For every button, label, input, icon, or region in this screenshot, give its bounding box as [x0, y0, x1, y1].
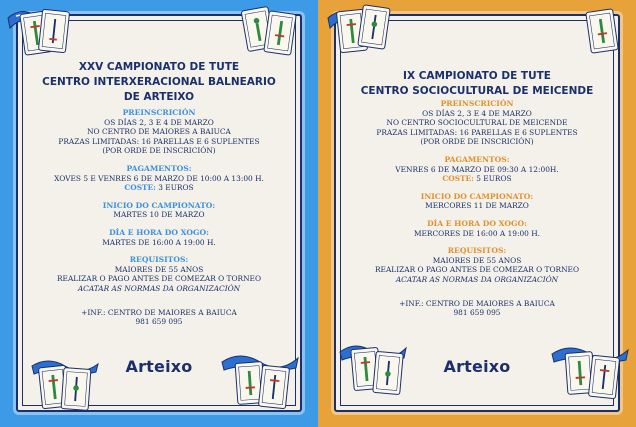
section-text: OS DÍAS 2, 3 E 4 DE MARZO: [104, 117, 214, 127]
section-text: MERCORES DE 16:00 A 19:00 H.: [413, 228, 541, 238]
info-text: +INF.: CENTRO DE MAIORES A BAIUCA: [399, 298, 555, 308]
poster-title: [18, 60, 300, 105]
section-heading: PAGAMENTOS:: [444, 154, 510, 164]
section-text: NO CENTRO SOCIOCULTURAL DE MEICENDE: [386, 118, 568, 128]
playing-card-icon: [258, 365, 290, 410]
title-line: XXV CAMPIONATO DE TUTE: [78, 61, 240, 73]
section-text: PRAZAS LIMITADAS: 16 PARELLAS E 6 SUPLENTES: [376, 127, 578, 137]
playing-card-icon: [585, 8, 619, 53]
section-text: MARTES DE 16:00 A 19:00 H.: [102, 237, 216, 247]
section-text: ACATAR AS NORMAS DA ORGANIZACIÓN: [395, 274, 559, 284]
playing-card-icon: [263, 10, 297, 55]
section-text: MARTES 10 DE MARZO: [113, 210, 205, 220]
section-pagamentos: [26, 164, 292, 193]
section-text: (POR ORDE DE INSCRICIÓN): [420, 137, 534, 147]
section-inscripcion: [344, 99, 610, 147]
section-hora: [26, 228, 292, 247]
title-line: DE ARTEIXO: [123, 91, 195, 103]
section-text: MERCORES 11 DE MARZO: [425, 201, 529, 211]
title-line: CENTRO SOCIOCULTURAL DE MEICENDE: [360, 85, 594, 97]
poster-content: [344, 99, 610, 326]
section-info: [344, 299, 610, 318]
logo-text: Arteixo: [443, 357, 511, 376]
section-heading: PREINSCRICIÓN: [122, 108, 196, 117]
poster-right: [318, 0, 636, 427]
section-info: [26, 308, 292, 327]
poster-title: [336, 69, 618, 99]
title-line: IX CAMPIONATO DE TUTE: [403, 70, 551, 82]
info-phone: 981 659 095: [453, 308, 501, 318]
playing-card-icon: [588, 355, 620, 400]
section-heading: REQUISITOS:: [447, 246, 507, 256]
section-heading: PAGAMENTOS:: [126, 163, 192, 173]
section-heading: DÍA E HORA DO XOGO:: [109, 227, 209, 237]
section-text: ACATAR AS NORMAS DA ORGANIZACIÓN: [77, 283, 241, 293]
coste-line: [344, 174, 610, 184]
section-hora: [344, 219, 610, 238]
info-phone: 981 659 095: [135, 317, 183, 327]
section-pagamentos: [344, 155, 610, 184]
section-requisitos: [26, 255, 292, 293]
section-inicio: [344, 192, 610, 211]
logo-text: Arteixo: [125, 357, 193, 376]
playing-card-icon: [357, 4, 391, 49]
coste-value: 3 EUROS: [155, 183, 194, 193]
section-inicio: [26, 201, 292, 220]
section-text: PRAZAS LIMITADAS: 16 PARELLAS E 6 SUPLENTES: [58, 136, 260, 146]
coste-line: [26, 183, 292, 193]
info-text: +INF.: CENTRO DE MAIORES A BAIUCA: [81, 307, 237, 317]
section-text: MAIORES DE 55 ANOS: [114, 264, 204, 274]
section-requisitos: [344, 246, 610, 284]
poster-content: [26, 108, 292, 335]
section-text: OS DÍAS 2, 3 E 4 DE MARZO: [422, 108, 532, 118]
coste-label: COSTE:: [124, 183, 156, 193]
section-text: REALIZAR O PAGO ANTES DE COMEZAR O TORNEO: [374, 265, 580, 275]
coste-label: COSTE:: [442, 174, 474, 184]
section-heading: INICIO DO CAMPIONATO:: [102, 200, 216, 210]
playing-card-icon: [38, 9, 70, 54]
section-text: (POR ORDE DE INSCRICIÓN): [102, 146, 216, 156]
section-text: NO CENTRO DE MAIORES A BAIUCA: [87, 127, 231, 137]
section-heading: DÍA E HORA DO XOGO:: [427, 218, 527, 228]
section-text: XOVES 5 E VENRES 6 DE MARZO DE 10:00 A 13:00 H.: [54, 173, 264, 183]
section-heading: INICIO DO CAMPIONATO:: [420, 191, 534, 201]
playing-card-icon: [372, 351, 404, 395]
section-text: MAIORES DE 55 ANOS: [432, 255, 522, 265]
coste-value: 5 EUROS: [473, 174, 512, 184]
section-text: VENRES 6 DE MARZO DE 09:30 A 12:00H.: [395, 164, 559, 174]
section-inscripcion: [26, 108, 292, 156]
section-text: REALIZAR O PAGO ANTES DE COMEZAR O TORNEO: [56, 274, 262, 284]
section-heading: PREINSCRICIÓN: [440, 99, 514, 108]
section-heading: REQUISITOS:: [129, 255, 189, 265]
playing-card-icon: [61, 367, 92, 411]
title-line: CENTRO INTERXERACIONAL BALNEARIO: [42, 76, 276, 88]
